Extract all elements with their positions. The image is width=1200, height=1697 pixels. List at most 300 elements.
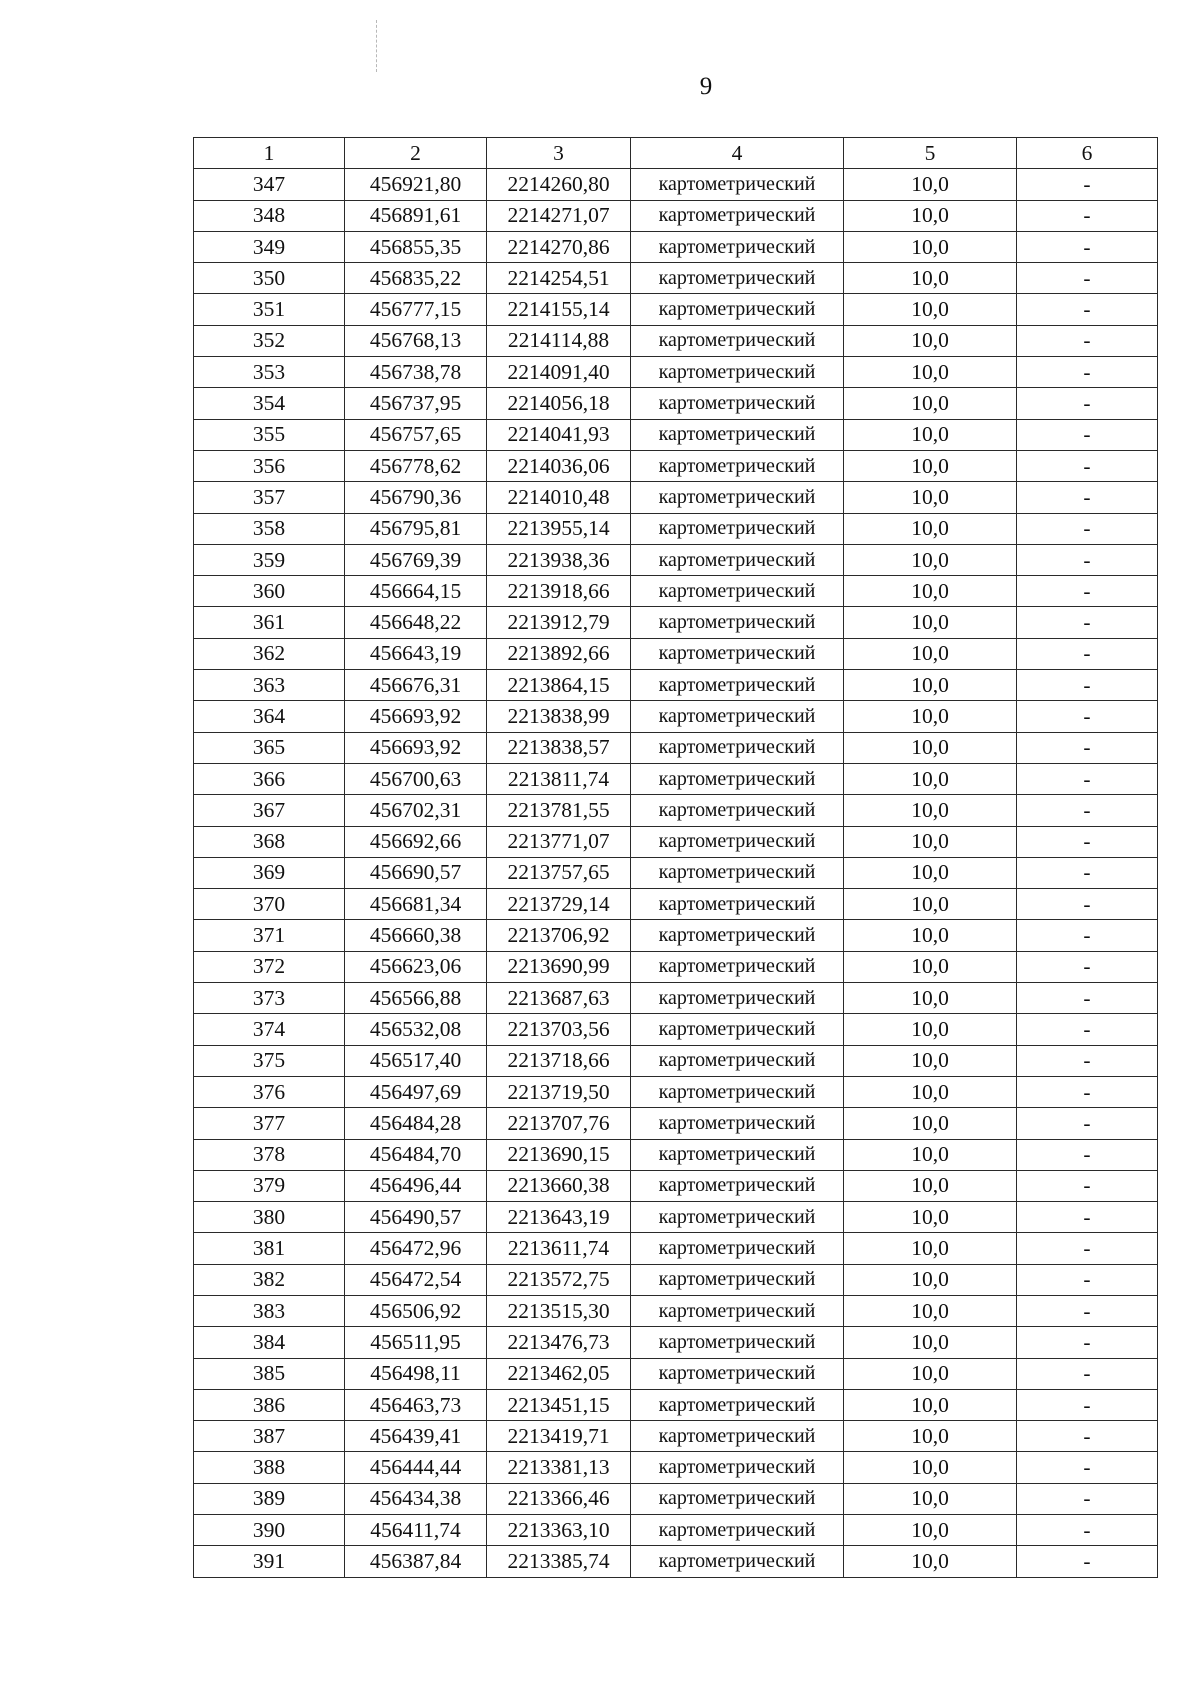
- x-coordinate-cell: 456497,69: [345, 1076, 487, 1107]
- description-cell: -: [1017, 513, 1158, 544]
- x-coordinate-cell: 456702,31: [345, 795, 487, 826]
- table-row: [194, 1327, 1158, 1358]
- method-cell: картометрический: [631, 763, 844, 794]
- description-cell: -: [1017, 1546, 1158, 1577]
- method-cell: картометрический: [631, 826, 844, 857]
- method-cell: картометрический: [631, 513, 844, 544]
- x-coordinate-cell: 456506,92: [345, 1295, 487, 1326]
- method-cell: картометрический: [631, 920, 844, 951]
- x-coordinate-cell: 456439,41: [345, 1421, 487, 1452]
- x-coordinate-cell: 456768,13: [345, 325, 487, 356]
- accuracy-cell: 10,0: [844, 983, 1017, 1014]
- table-row: [194, 1546, 1158, 1577]
- method-cell: картометрический: [631, 1483, 844, 1514]
- x-coordinate-cell: 456498,11: [345, 1358, 487, 1389]
- table-row: [194, 763, 1158, 794]
- point-number-cell: 367: [194, 795, 345, 826]
- accuracy-cell: 10,0: [844, 826, 1017, 857]
- description-cell: -: [1017, 920, 1158, 951]
- method-cell: картометрический: [631, 638, 844, 669]
- x-coordinate-cell: 456484,70: [345, 1139, 487, 1170]
- y-coordinate-cell: 2213892,66: [487, 638, 631, 669]
- point-number-cell: 353: [194, 357, 345, 388]
- table-row: [194, 1389, 1158, 1420]
- point-number-cell: 364: [194, 701, 345, 732]
- method-cell: картометрический: [631, 388, 844, 419]
- y-coordinate-cell: 2213703,56: [487, 1014, 631, 1045]
- description-cell: -: [1017, 1076, 1158, 1107]
- point-number-cell: 363: [194, 670, 345, 701]
- method-cell: картометрический: [631, 450, 844, 481]
- method-cell: картометрический: [631, 1389, 844, 1420]
- point-number-cell: 372: [194, 951, 345, 982]
- accuracy-cell: 10,0: [844, 951, 1017, 982]
- x-coordinate-cell: 456700,63: [345, 763, 487, 794]
- table-row: [194, 357, 1158, 388]
- table-row: [194, 920, 1158, 951]
- page-number: 9: [699, 73, 713, 100]
- accuracy-cell: 10,0: [844, 857, 1017, 888]
- x-coordinate-cell: 456517,40: [345, 1045, 487, 1076]
- method-cell: картометрический: [631, 1546, 844, 1577]
- point-number-cell: 357: [194, 482, 345, 513]
- description-cell: -: [1017, 200, 1158, 231]
- accuracy-cell: 10,0: [844, 169, 1017, 200]
- method-cell: картометрический: [631, 1108, 844, 1139]
- y-coordinate-cell: 2214271,07: [487, 200, 631, 231]
- table-row: [194, 983, 1158, 1014]
- table-row: [194, 419, 1158, 450]
- y-coordinate-cell: 2213451,15: [487, 1389, 631, 1420]
- accuracy-cell: 10,0: [844, 1139, 1017, 1170]
- method-cell: картометрический: [631, 1327, 844, 1358]
- y-coordinate-cell: 2213811,74: [487, 763, 631, 794]
- x-coordinate-cell: 456463,73: [345, 1389, 487, 1420]
- point-number-cell: 361: [194, 607, 345, 638]
- x-coordinate-cell: 456387,84: [345, 1546, 487, 1577]
- description-cell: -: [1017, 325, 1158, 356]
- accuracy-cell: 10,0: [844, 670, 1017, 701]
- description-cell: -: [1017, 263, 1158, 294]
- y-coordinate-cell: 2214056,18: [487, 388, 631, 419]
- y-coordinate-cell: 2213690,99: [487, 951, 631, 982]
- y-coordinate-cell: 2213515,30: [487, 1295, 631, 1326]
- point-number-cell: 377: [194, 1108, 345, 1139]
- accuracy-cell: 10,0: [844, 920, 1017, 951]
- x-coordinate-cell: 456769,39: [345, 544, 487, 575]
- x-coordinate-cell: 456511,95: [345, 1327, 487, 1358]
- description-cell: -: [1017, 482, 1158, 513]
- description-cell: -: [1017, 231, 1158, 262]
- y-coordinate-cell: 2213718,66: [487, 1045, 631, 1076]
- method-cell: картометрический: [631, 419, 844, 450]
- x-coordinate-cell: 456643,19: [345, 638, 487, 669]
- description-cell: -: [1017, 670, 1158, 701]
- description-cell: -: [1017, 1421, 1158, 1452]
- point-number-cell: 373: [194, 983, 345, 1014]
- scan-artifact-mark: [376, 20, 377, 72]
- x-coordinate-cell: 456693,92: [345, 701, 487, 732]
- y-coordinate-cell: 2213864,15: [487, 670, 631, 701]
- method-cell: картометрический: [631, 1170, 844, 1201]
- table-row: [194, 544, 1158, 575]
- y-coordinate-cell: 2214114,88: [487, 325, 631, 356]
- x-coordinate-cell: 456444,44: [345, 1452, 487, 1483]
- y-coordinate-cell: 2213572,75: [487, 1264, 631, 1295]
- y-coordinate-cell: 2214155,14: [487, 294, 631, 325]
- x-coordinate-cell: 456648,22: [345, 607, 487, 638]
- y-coordinate-cell: 2213643,19: [487, 1202, 631, 1233]
- description-cell: -: [1017, 607, 1158, 638]
- point-number-cell: 368: [194, 826, 345, 857]
- method-cell: картометрический: [631, 607, 844, 638]
- y-coordinate-cell: 2213771,07: [487, 826, 631, 857]
- accuracy-cell: 10,0: [844, 200, 1017, 231]
- description-cell: -: [1017, 1139, 1158, 1170]
- point-number-cell: 379: [194, 1170, 345, 1201]
- y-coordinate-cell: 2213476,73: [487, 1327, 631, 1358]
- description-cell: -: [1017, 763, 1158, 794]
- point-number-cell: 369: [194, 857, 345, 888]
- y-coordinate-cell: 2213385,74: [487, 1546, 631, 1577]
- accuracy-cell: 10,0: [844, 1202, 1017, 1233]
- point-number-cell: 348: [194, 200, 345, 231]
- point-number-cell: 358: [194, 513, 345, 544]
- y-coordinate-cell: 2213366,46: [487, 1483, 631, 1514]
- x-coordinate-cell: 456777,15: [345, 294, 487, 325]
- y-coordinate-cell: 2213687,63: [487, 983, 631, 1014]
- accuracy-cell: 10,0: [844, 1045, 1017, 1076]
- method-cell: картометрический: [631, 857, 844, 888]
- x-coordinate-cell: 456496,44: [345, 1170, 487, 1201]
- x-coordinate-cell: 456472,54: [345, 1264, 487, 1295]
- y-coordinate-cell: 2213719,50: [487, 1076, 631, 1107]
- method-cell: картометрический: [631, 951, 844, 982]
- method-cell: картометрический: [631, 1295, 844, 1326]
- table-body: [194, 169, 1158, 1577]
- x-coordinate-cell: 456693,92: [345, 732, 487, 763]
- table-row: [194, 169, 1158, 200]
- description-cell: -: [1017, 983, 1158, 1014]
- point-number-cell: 359: [194, 544, 345, 575]
- x-coordinate-cell: 456472,96: [345, 1233, 487, 1264]
- description-cell: -: [1017, 1233, 1158, 1264]
- accuracy-cell: 10,0: [844, 607, 1017, 638]
- description-cell: -: [1017, 294, 1158, 325]
- accuracy-cell: 10,0: [844, 1389, 1017, 1420]
- accuracy-cell: 10,0: [844, 388, 1017, 419]
- y-coordinate-cell: 2213781,55: [487, 795, 631, 826]
- y-coordinate-cell: 2214041,93: [487, 419, 631, 450]
- x-coordinate-cell: 456738,78: [345, 357, 487, 388]
- description-cell: -: [1017, 388, 1158, 419]
- description-cell: -: [1017, 951, 1158, 982]
- x-coordinate-cell: 456532,08: [345, 1014, 487, 1045]
- table-row: [194, 1358, 1158, 1389]
- point-number-cell: 366: [194, 763, 345, 794]
- point-number-cell: 378: [194, 1139, 345, 1170]
- description-cell: -: [1017, 1264, 1158, 1295]
- accuracy-cell: 10,0: [844, 357, 1017, 388]
- table-row: [194, 607, 1158, 638]
- description-cell: -: [1017, 857, 1158, 888]
- accuracy-cell: 10,0: [844, 450, 1017, 481]
- point-number-cell: 360: [194, 576, 345, 607]
- column-header: 6: [1017, 138, 1158, 169]
- point-number-cell: 387: [194, 1421, 345, 1452]
- y-coordinate-cell: 2213912,79: [487, 607, 631, 638]
- column-header: 1: [194, 138, 345, 169]
- table-row: [194, 1139, 1158, 1170]
- point-number-cell: 352: [194, 325, 345, 356]
- description-cell: -: [1017, 1483, 1158, 1514]
- x-coordinate-cell: 456484,28: [345, 1108, 487, 1139]
- point-number-cell: 386: [194, 1389, 345, 1420]
- x-coordinate-cell: 456566,88: [345, 983, 487, 1014]
- accuracy-cell: 10,0: [844, 1327, 1017, 1358]
- method-cell: картометрический: [631, 701, 844, 732]
- point-number-cell: 391: [194, 1546, 345, 1577]
- accuracy-cell: 10,0: [844, 1358, 1017, 1389]
- table-row: [194, 701, 1158, 732]
- table-row: [194, 294, 1158, 325]
- accuracy-cell: 10,0: [844, 1233, 1017, 1264]
- x-coordinate-cell: 456692,66: [345, 826, 487, 857]
- accuracy-cell: 10,0: [844, 1108, 1017, 1139]
- point-number-cell: 380: [194, 1202, 345, 1233]
- description-cell: -: [1017, 826, 1158, 857]
- x-coordinate-cell: 456664,15: [345, 576, 487, 607]
- x-coordinate-cell: 456855,35: [345, 231, 487, 262]
- accuracy-cell: 10,0: [844, 263, 1017, 294]
- method-cell: картометрический: [631, 1014, 844, 1045]
- point-number-cell: 370: [194, 889, 345, 920]
- table-row: [194, 1295, 1158, 1326]
- table-row: [194, 231, 1158, 262]
- x-coordinate-cell: 456681,34: [345, 889, 487, 920]
- point-number-cell: 383: [194, 1295, 345, 1326]
- table-row: [194, 1014, 1158, 1045]
- y-coordinate-cell: 2214260,80: [487, 169, 631, 200]
- method-cell: картометрический: [631, 231, 844, 262]
- y-coordinate-cell: 2214010,48: [487, 482, 631, 513]
- table-row: [194, 1045, 1158, 1076]
- point-number-cell: 376: [194, 1076, 345, 1107]
- description-cell: -: [1017, 1202, 1158, 1233]
- table-header: [194, 138, 1158, 169]
- x-coordinate-cell: 456737,95: [345, 388, 487, 419]
- method-cell: картометрический: [631, 294, 844, 325]
- table-row: [194, 732, 1158, 763]
- table-row: [194, 1108, 1158, 1139]
- accuracy-cell: 10,0: [844, 419, 1017, 450]
- description-cell: -: [1017, 638, 1158, 669]
- coordinates-table: [193, 137, 1158, 1578]
- table-row: [194, 795, 1158, 826]
- point-number-cell: 385: [194, 1358, 345, 1389]
- y-coordinate-cell: 2213757,65: [487, 857, 631, 888]
- x-coordinate-cell: 456434,38: [345, 1483, 487, 1514]
- description-cell: -: [1017, 419, 1158, 450]
- table-row: [194, 263, 1158, 294]
- method-cell: картометрический: [631, 1452, 844, 1483]
- method-cell: картометрический: [631, 1421, 844, 1452]
- accuracy-cell: 10,0: [844, 1264, 1017, 1295]
- description-cell: -: [1017, 1515, 1158, 1546]
- point-number-cell: 375: [194, 1045, 345, 1076]
- point-number-cell: 362: [194, 638, 345, 669]
- description-cell: -: [1017, 450, 1158, 481]
- accuracy-cell: 10,0: [844, 889, 1017, 920]
- method-cell: картометрический: [631, 576, 844, 607]
- column-header: 3: [487, 138, 631, 169]
- table-row: [194, 951, 1158, 982]
- accuracy-cell: 10,0: [844, 763, 1017, 794]
- point-number-cell: 350: [194, 263, 345, 294]
- point-number-cell: 347: [194, 169, 345, 200]
- x-coordinate-cell: 456795,81: [345, 513, 487, 544]
- y-coordinate-cell: 2214270,86: [487, 231, 631, 262]
- accuracy-cell: 10,0: [844, 1170, 1017, 1201]
- accuracy-cell: 10,0: [844, 1452, 1017, 1483]
- column-header: 2: [345, 138, 487, 169]
- accuracy-cell: 10,0: [844, 544, 1017, 575]
- point-number-cell: 371: [194, 920, 345, 951]
- accuracy-cell: 10,0: [844, 576, 1017, 607]
- table-row: [194, 1170, 1158, 1201]
- table-row: [194, 388, 1158, 419]
- point-number-cell: 349: [194, 231, 345, 262]
- point-number-cell: 355: [194, 419, 345, 450]
- y-coordinate-cell: 2213918,66: [487, 576, 631, 607]
- method-cell: картометрический: [631, 169, 844, 200]
- x-coordinate-cell: 456790,36: [345, 482, 487, 513]
- description-cell: -: [1017, 1389, 1158, 1420]
- y-coordinate-cell: 2214091,40: [487, 357, 631, 388]
- table-row: [194, 450, 1158, 481]
- table-row: [194, 857, 1158, 888]
- method-cell: картометрический: [631, 1076, 844, 1107]
- accuracy-cell: 10,0: [844, 1546, 1017, 1577]
- y-coordinate-cell: 2213660,38: [487, 1170, 631, 1201]
- description-cell: -: [1017, 1045, 1158, 1076]
- accuracy-cell: 10,0: [844, 1421, 1017, 1452]
- method-cell: картометрический: [631, 1045, 844, 1076]
- x-coordinate-cell: 456757,65: [345, 419, 487, 450]
- accuracy-cell: 10,0: [844, 482, 1017, 513]
- method-cell: картометрический: [631, 263, 844, 294]
- accuracy-cell: 10,0: [844, 513, 1017, 544]
- x-coordinate-cell: 456835,22: [345, 263, 487, 294]
- y-coordinate-cell: 2214036,06: [487, 450, 631, 481]
- accuracy-cell: 10,0: [844, 1014, 1017, 1045]
- description-cell: -: [1017, 1452, 1158, 1483]
- accuracy-cell: 10,0: [844, 1295, 1017, 1326]
- y-coordinate-cell: 2213419,71: [487, 1421, 631, 1452]
- table-row: [194, 826, 1158, 857]
- accuracy-cell: 10,0: [844, 1076, 1017, 1107]
- y-coordinate-cell: 2213381,13: [487, 1452, 631, 1483]
- table-row: [194, 1264, 1158, 1295]
- method-cell: картометрический: [631, 325, 844, 356]
- description-cell: -: [1017, 169, 1158, 200]
- point-number-cell: 388: [194, 1452, 345, 1483]
- y-coordinate-cell: 2213690,15: [487, 1139, 631, 1170]
- table-row: [194, 576, 1158, 607]
- table-row: [194, 200, 1158, 231]
- description-cell: -: [1017, 701, 1158, 732]
- table-row: [194, 1233, 1158, 1264]
- method-cell: картометрический: [631, 1233, 844, 1264]
- point-number-cell: 390: [194, 1515, 345, 1546]
- description-cell: -: [1017, 1108, 1158, 1139]
- y-coordinate-cell: 2213938,36: [487, 544, 631, 575]
- description-cell: -: [1017, 889, 1158, 920]
- accuracy-cell: 10,0: [844, 732, 1017, 763]
- y-coordinate-cell: 2213729,14: [487, 889, 631, 920]
- description-cell: -: [1017, 576, 1158, 607]
- point-number-cell: 382: [194, 1264, 345, 1295]
- accuracy-cell: 10,0: [844, 795, 1017, 826]
- table-row: [194, 889, 1158, 920]
- table-row: [194, 638, 1158, 669]
- method-cell: картометрический: [631, 795, 844, 826]
- table-row: [194, 513, 1158, 544]
- description-cell: -: [1017, 1327, 1158, 1358]
- method-cell: картометрический: [631, 482, 844, 513]
- x-coordinate-cell: 456623,06: [345, 951, 487, 982]
- point-number-cell: 389: [194, 1483, 345, 1514]
- table-row: [194, 482, 1158, 513]
- y-coordinate-cell: 2213363,10: [487, 1515, 631, 1546]
- description-cell: -: [1017, 544, 1158, 575]
- accuracy-cell: 10,0: [844, 294, 1017, 325]
- accuracy-cell: 10,0: [844, 701, 1017, 732]
- y-coordinate-cell: 2213707,76: [487, 1108, 631, 1139]
- y-coordinate-cell: 2213611,74: [487, 1233, 631, 1264]
- method-cell: картометрический: [631, 1202, 844, 1233]
- description-cell: -: [1017, 1295, 1158, 1326]
- x-coordinate-cell: 456490,57: [345, 1202, 487, 1233]
- y-coordinate-cell: 2213706,92: [487, 920, 631, 951]
- point-number-cell: 351: [194, 294, 345, 325]
- accuracy-cell: 10,0: [844, 325, 1017, 356]
- table-row: [194, 1202, 1158, 1233]
- column-header: 5: [844, 138, 1017, 169]
- table-row: [194, 1076, 1158, 1107]
- method-cell: картометрический: [631, 200, 844, 231]
- description-cell: -: [1017, 795, 1158, 826]
- table-row: [194, 670, 1158, 701]
- y-coordinate-cell: 2214254,51: [487, 263, 631, 294]
- table-row: [194, 325, 1158, 356]
- table-row: [194, 1452, 1158, 1483]
- header-row: [194, 138, 1158, 169]
- description-cell: -: [1017, 1358, 1158, 1389]
- method-cell: картометрический: [631, 357, 844, 388]
- table-row: [194, 1483, 1158, 1514]
- description-cell: -: [1017, 1014, 1158, 1045]
- table-row: [194, 1421, 1158, 1452]
- accuracy-cell: 10,0: [844, 1515, 1017, 1546]
- method-cell: картометрический: [631, 1139, 844, 1170]
- method-cell: картометрический: [631, 670, 844, 701]
- method-cell: картометрический: [631, 732, 844, 763]
- column-header: 4: [631, 138, 844, 169]
- point-number-cell: 365: [194, 732, 345, 763]
- x-coordinate-cell: 456690,57: [345, 857, 487, 888]
- accuracy-cell: 10,0: [844, 1483, 1017, 1514]
